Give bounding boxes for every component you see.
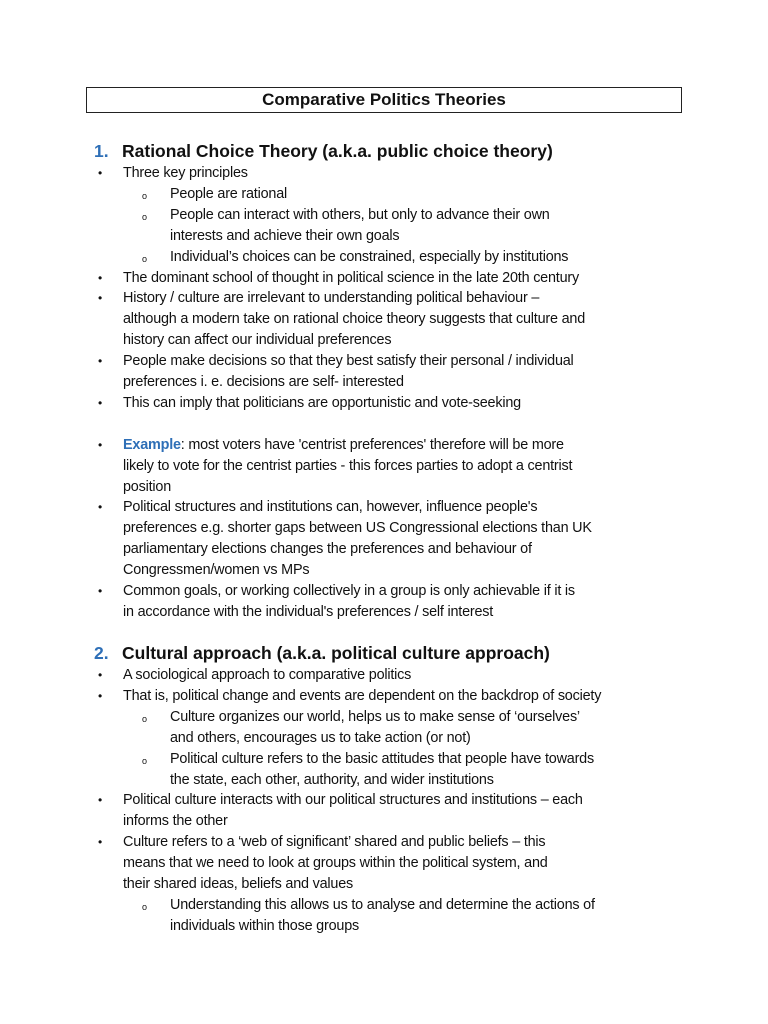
- circle-bullet-icon: o: [142, 253, 147, 264]
- bullet-item: • That is, political change and events are dependent on the backdrop of society: [94, 686, 601, 707]
- sub-bullet-item: o People can interact with others, but only to advance their own interests and achieve their own goals: [142, 206, 550, 244]
- bullet-item: • History / culture are irrelevant to understanding political behaviour – although a modern take on rational choice theory suggests that culture and history can affect our individual preferences: [94, 288, 592, 351]
- section-number: 1.: [94, 141, 109, 161]
- bullet-icon: •: [97, 291, 102, 306]
- sub-bullet-item: o People are rational: [94, 184, 592, 205]
- bullet-icon: •: [97, 793, 102, 808]
- bullet-item: • Common goals, or working collectively in a group is only achievable if it is in accordance with the individual's preferences / self interest: [94, 581, 592, 623]
- sub-bullet-item: o Individual’s choices can be constrained, especially by institutions: [94, 247, 592, 268]
- sub-bullet-item: o Political culture refers to the basic attitudes that people have towards the state, each other, authority, and wider institutions: [142, 750, 594, 788]
- circle-bullet-icon: o: [142, 901, 147, 912]
- bullet-icon: •: [97, 584, 102, 599]
- bullet-icon: •: [97, 500, 102, 515]
- bullet-icon: •: [97, 270, 102, 285]
- bullet-icon: •: [97, 668, 102, 682]
- bullet-item: • A sociological approach to comparative politics: [94, 665, 601, 686]
- bullet-icon: •: [97, 688, 102, 703]
- bullet-icon: •: [97, 354, 102, 369]
- bullet-item: • Political culture interacts with our political structures and institutions – each informs the other: [94, 790, 601, 832]
- circle-bullet-icon: o: [142, 190, 147, 201]
- bullet-item: • The dominant school of thought in political science in the late 20th century: [94, 268, 592, 289]
- sub-bullet-item: o Understanding this allows us to analyse and determine the actions of individuals within those groups: [142, 896, 595, 934]
- section-rational-choice: [94, 140, 592, 623]
- circle-bullet-icon: o: [142, 713, 147, 724]
- example-label: Example: [123, 436, 181, 453]
- page-title: Comparative Politics Theories: [86, 87, 682, 113]
- bullet-item: • Culture refers to a ‘web of significant’ shared and public beliefs – this means that we need to look at groups within the political system, and their shared ideas, beliefs and values: [94, 832, 601, 895]
- bullet-item: • Political structures and institutions can, however, influence people's preferences e.g. shorter gaps between US Congressional elections than UK parliamentary elections changes the preferences and behaviour of Congressmen/women vs MPs: [94, 497, 592, 581]
- section-cultural-approach: [94, 642, 601, 937]
- bullet-item: • This can imply that politicians are opportunistic and vote-seeking: [94, 393, 592, 414]
- bullet-icon: •: [97, 835, 102, 850]
- circle-bullet-icon: o: [142, 211, 147, 222]
- bullet-icon: •: [97, 437, 102, 452]
- section-heading: [94, 140, 592, 162]
- section-title: Cultural approach (a.k.a. political culture approach): [122, 643, 550, 663]
- bullet-item: • Three key principles: [94, 163, 592, 184]
- bullet-icon: •: [97, 166, 102, 180]
- bullet-item: • People make decisions so that they best satisfy their personal / individual preferences i. e. decisions are self- interested: [94, 351, 592, 393]
- bullet-icon: •: [97, 395, 102, 410]
- section-heading: [94, 642, 601, 664]
- section-number: 2.: [94, 643, 109, 663]
- sub-bullet-item: o Culture organizes our world, helps us to make sense of ‘ourselves’ and others, encourages us to take action (or not): [142, 708, 580, 746]
- example-bullet: • Example: most voters have 'centrist preferences' therefore will be more likely to vote for the centrist parties - this forces parties to adopt a centrist position: [94, 435, 592, 498]
- circle-bullet-icon: o: [142, 755, 147, 766]
- section-title: Rational Choice Theory (a.k.a. public choice theory): [122, 141, 553, 161]
